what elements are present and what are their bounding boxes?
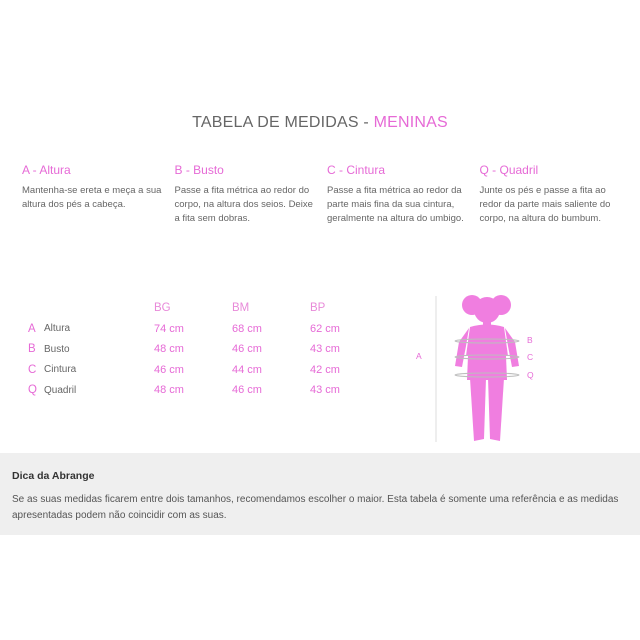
row-name: Altura bbox=[44, 323, 71, 335]
table-cell: 43 cm bbox=[310, 343, 340, 356]
title-accent: MENINAS bbox=[373, 114, 448, 131]
tip-title: Dica da Abrange bbox=[12, 470, 95, 482]
table-cell: 44 cm bbox=[232, 363, 262, 376]
definition-text: Passe a fita métrica ao redor da parte mais fina da sua cintura, geralmente na altura do umbigo. bbox=[327, 185, 464, 224]
definition-title: C - Cintura bbox=[327, 163, 386, 177]
hip-label: Q bbox=[527, 370, 534, 380]
size-table-header bbox=[28, 298, 388, 319]
row-name: Busto bbox=[44, 343, 70, 355]
table-cell: 48 cm bbox=[154, 384, 184, 397]
row-letter: C bbox=[28, 363, 37, 376]
height-label: A bbox=[416, 351, 422, 361]
bust-label: B bbox=[527, 335, 533, 345]
definition-text: Mantenha-se ereta e meça a sua altura dos pés a cabeça. bbox=[22, 185, 162, 210]
definition-hip bbox=[480, 163, 633, 226]
row-letter: B bbox=[28, 343, 36, 356]
tip-text: Se as suas medidas ficarem entre dois tamanhos, recomendamos escolher o maior. Esta tabela é somente uma referência e as medidas apresentadas podem não coincidir com as suas. bbox=[12, 494, 619, 521]
row-letter: Q bbox=[28, 384, 37, 397]
column-header: BM bbox=[232, 302, 250, 315]
table-row bbox=[28, 339, 388, 360]
row-letter: A bbox=[28, 322, 36, 335]
definition-text: Junte os pés e passe a fita ao redor da parte mais saliente do corpo, na altura do bumbum. bbox=[479, 185, 611, 224]
table-cell: 62 cm bbox=[310, 322, 340, 335]
table-cell: 46 cm bbox=[154, 363, 184, 376]
table-row bbox=[28, 360, 388, 381]
waist-label: C bbox=[527, 352, 534, 362]
girl-silhouette-icon bbox=[455, 295, 519, 441]
column-header: BP bbox=[310, 302, 326, 315]
definition-title: Q - Quadril bbox=[479, 163, 539, 177]
table-cell: 74 cm bbox=[154, 322, 184, 335]
table-row bbox=[28, 319, 388, 340]
title-main: TABELA DE MEDIDAS - bbox=[192, 114, 374, 131]
definition-waist bbox=[327, 163, 480, 226]
definition-title: B - Busto bbox=[174, 163, 224, 177]
size-table bbox=[28, 298, 388, 401]
page-title bbox=[0, 114, 640, 132]
definition-bust bbox=[175, 163, 328, 226]
table-cell: 68 cm bbox=[232, 322, 262, 335]
row-name: Cintura bbox=[44, 364, 77, 376]
table-cell: 46 cm bbox=[232, 384, 262, 397]
table-cell: 48 cm bbox=[154, 343, 184, 356]
definition-title: A - Altura bbox=[22, 163, 71, 177]
column-header: BG bbox=[154, 302, 171, 315]
tip-box bbox=[0, 453, 640, 535]
table-cell: 46 cm bbox=[232, 343, 262, 356]
body-measurement-figure bbox=[410, 290, 550, 450]
measurement-definitions bbox=[22, 163, 632, 226]
row-name: Quadril bbox=[44, 384, 77, 396]
table-cell: 42 cm bbox=[310, 363, 340, 376]
definition-height bbox=[22, 163, 175, 226]
definition-text: Passe a fita métrica ao redor do corpo, na altura dos seios. Deixe a fita sem dobras. bbox=[174, 185, 313, 224]
table-cell: 43 cm bbox=[310, 384, 340, 397]
table-row bbox=[28, 380, 388, 401]
